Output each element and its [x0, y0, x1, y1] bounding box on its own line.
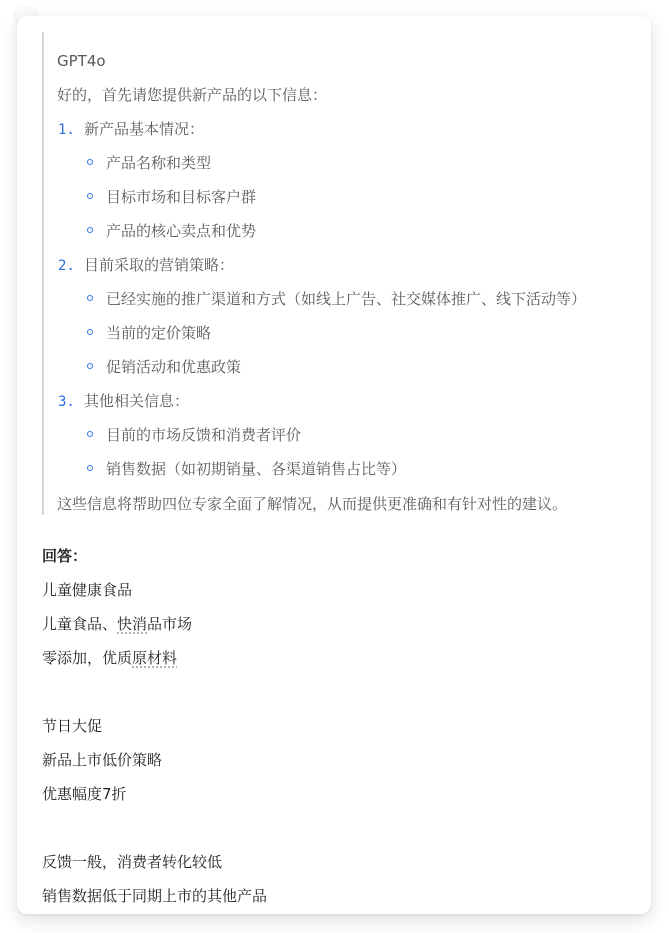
answer-text: 儿童食品、: [42, 615, 118, 633]
answer-line: [42, 614, 192, 634]
list-item: 销售数据（如初期销量、各渠道销售占比等）: [106, 460, 407, 478]
list-item: 产品的核心卖点和优势: [106, 222, 257, 240]
bullet-icon: [87, 193, 93, 199]
quote-intro: 好的，首先请您提供新产品的以下信息：: [57, 86, 328, 104]
answer-line: 节日大促: [42, 717, 103, 735]
answer-heading: 回答：: [42, 547, 88, 565]
answer-line: 反馈一般，消费者转化较低: [42, 853, 223, 871]
list-item: 当前的定价策略: [106, 324, 212, 342]
answer-text: 零添加，优质: [42, 649, 133, 667]
bullet-icon: [87, 227, 93, 233]
answer-line: [42, 648, 177, 668]
quote-author: GPT4o: [57, 52, 106, 70]
bullet-icon: [87, 295, 93, 301]
bullet-icon: [87, 465, 93, 471]
bullet-icon: [87, 431, 93, 437]
list-item: 目前的市场反馈和消费者评价: [106, 426, 302, 444]
bullet-icon: [87, 159, 93, 165]
quote-closing: 这些信息将帮助四位专家全面了解情况，从而提供更准确和有针对性的建议。: [57, 495, 568, 513]
section-title: 目前采取的营销策略：: [84, 256, 235, 274]
answer-line: 优惠幅度7折: [42, 785, 127, 803]
answer-line: 儿童健康食品: [42, 581, 133, 599]
spellcheck-word[interactable]: 快消: [117, 615, 148, 633]
answer-line: 销售数据低于同期上市的其他产品: [42, 887, 268, 905]
section-title: 新产品基本情况：: [84, 120, 205, 138]
section-title: 其他相关信息：: [84, 392, 190, 410]
section-number: 1.: [58, 122, 75, 138]
section-number: 2.: [58, 258, 75, 274]
list-item: 促销活动和优惠政策: [106, 358, 242, 376]
list-item: 目标市场和目标客户群: [106, 188, 257, 206]
bullet-icon: [87, 363, 93, 369]
list-item: 已经实施的推广渠道和方式（如线上广告、社交媒体推广、线下活动等）: [106, 290, 587, 308]
spellcheck-word[interactable]: 原材料: [132, 649, 178, 667]
answer-text: 品市场: [147, 615, 193, 633]
section-number: 3.: [58, 394, 75, 410]
bullet-icon: [87, 329, 93, 335]
quoted-reply: [42, 32, 634, 515]
list-item: 产品名称和类型: [106, 154, 212, 172]
answer-line: 新品上市低价策略: [42, 751, 163, 769]
message-card: [17, 16, 651, 914]
